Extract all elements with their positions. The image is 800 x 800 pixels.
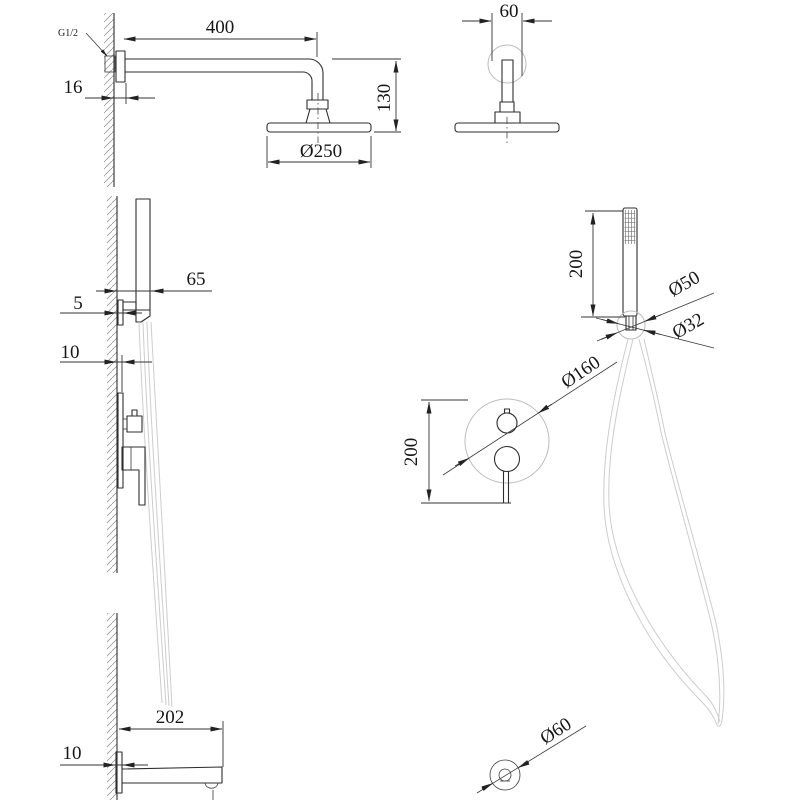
handle-base-circle: [495, 447, 520, 472]
connector-circle: [617, 311, 645, 339]
shower-arm: [125, 59, 323, 100]
dim-label-mixer-plate-diameter: Ø160: [557, 351, 605, 393]
dim-mixer-height: [401, 400, 511, 503]
arm-nut-front: [500, 102, 514, 112]
dim-handshower-length: [566, 211, 625, 317]
head-mount-front: [495, 112, 520, 123]
dim-label-bracket-depth: 5: [73, 293, 83, 314]
spout-body: [122, 767, 222, 783]
rain-head-side: [267, 123, 371, 132]
handle-lever: [504, 471, 509, 503]
dim-label-connector-diameter: Ø50: [664, 266, 704, 302]
view-mixer-front: [401, 352, 617, 503]
dim-label-valve-plate-depth: 10: [60, 342, 80, 363]
dim-label-spout-length: 202: [155, 707, 185, 728]
spout-end-circle: [490, 760, 520, 790]
diverter-stem-side: [132, 410, 137, 416]
bracket-arm: [123, 302, 136, 310]
view-rain-shower-front: [455, 1, 559, 143]
hand-shower-side: [136, 199, 150, 310]
dim-bracket-depth: [60, 293, 142, 314]
mixer-handle-side: [122, 447, 145, 505]
dim-label-spout-plate-depth: 10: [62, 743, 82, 764]
view-hand-shower: [566, 208, 724, 726]
view-spout-end: [477, 714, 586, 793]
arm-nut: [307, 100, 328, 109]
dim-label-arm-length: 400: [205, 17, 235, 38]
dim-head-drop: [332, 59, 401, 132]
dim-arm-length: [124, 17, 317, 57]
hose-side-view: [139, 322, 172, 707]
dim-arm-flange: [462, 1, 552, 76]
dim-valve-plate-depth: [60, 342, 152, 392]
diverter-knob: [497, 413, 517, 433]
view-wall-profile: [60, 196, 223, 800]
dim-label-head-diameter: Ø250: [299, 141, 343, 162]
diverter-stem: [505, 409, 510, 413]
hose-loop: [604, 339, 724, 726]
dim-spout-end-diameter: [477, 714, 586, 793]
dim-label-head-drop: 130: [374, 83, 395, 113]
diverter-knob-side: [127, 416, 142, 432]
diverter-link: [123, 419, 127, 429]
hose-cone: [136, 310, 150, 322]
spout-end-inner-circle: [499, 769, 511, 781]
dim-label-handshower-offset: 65: [186, 269, 206, 290]
spray-face-pattern: [625, 210, 636, 244]
dim-handle-diameter: [596, 309, 714, 348]
dim-head-diameter: [267, 136, 371, 168]
thread-callout: [58, 28, 107, 56]
dim-label-spout-end-diameter: Ø60: [536, 713, 576, 750]
arm-wall-flange: [116, 51, 125, 82]
dim-label-mixer-height: 200: [401, 437, 422, 467]
dim-label-wall-inset: 16: [63, 77, 83, 98]
wall-hatch: [107, 196, 117, 573]
valve-plate-side: [118, 393, 123, 488]
dim-label-handshower-length: 200: [566, 249, 587, 279]
dim-spout-length: [119, 707, 223, 767]
dim-mixer-plate-diameter: [443, 352, 617, 475]
wall-hatch: [104, 13, 114, 187]
arm-tube-front: [502, 60, 513, 102]
thread-label: G1/2: [58, 28, 78, 39]
bracket-plate: [118, 300, 123, 325]
dim-spout-plate-depth: [60, 743, 148, 765]
dim-label-arm-flange: 60: [499, 1, 519, 22]
spout-aerator: [205, 783, 218, 788]
arm-flange-circle: [488, 45, 526, 83]
mixer-plate-circle: [465, 399, 549, 483]
dim-label-handle-diameter: Ø32: [668, 308, 708, 344]
view-rain-shower-side: [58, 13, 401, 187]
